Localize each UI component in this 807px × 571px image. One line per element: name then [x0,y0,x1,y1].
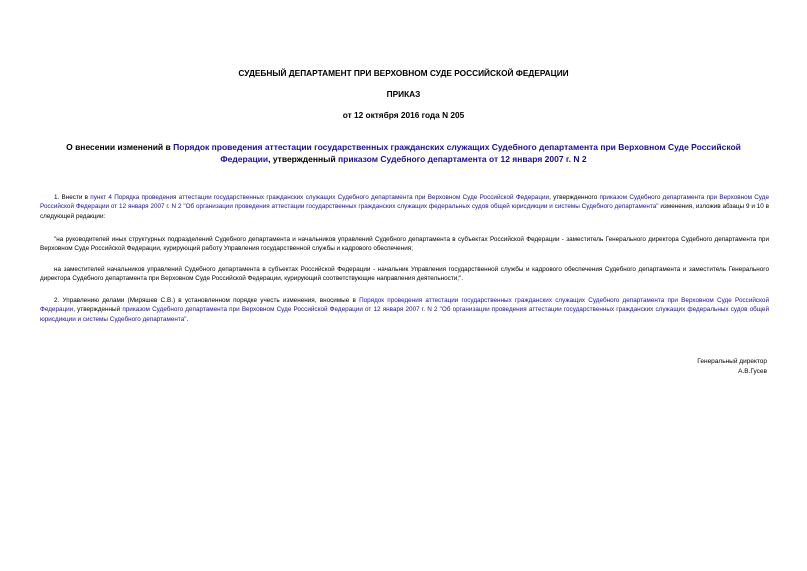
paragraph-3: на заместителей начальников управлений Судебного департамента в субъектах Российской Федерации - начальник Управления государственной службы и кадрового обеспечения Судебного департамента и заместитель Генерального директора Судебного департамента при Верховном Суде Российской Федерации, курирующий соответствующие направления деятельности;". [40,266,769,283]
title-middle: , утвержденный [268,153,339,164]
title-prefix: О внесении изменений в [66,142,174,152]
paragraph-2: "на руководителей иных структурных подразделений Судебного департамента и начальников управлений Судебного департамента в субъектах Российской Федерации - заместитель Генерального директора Судебного департамента при Верховном Суде Российской Федерации, курирующий работу Управления государственной службы и кадрового обеспечения; [40,236,769,253]
para1-suffix: изменения, изложив абзацы 9 и 10 в следующей редакции: [40,203,769,220]
para4-middle: , утвержденный [73,306,123,314]
para1-link-order[interactable]: приказом Судебного департамента при Верховном Суде Российской Федерации от 12 января 2007 г. N 2 "Об организации проведения аттестации государственных гражданских служащих федеральных судов общей юрисдикции и системы Судебного департамента" [40,194,769,211]
paragraph-1 [40,193,769,221]
paragraph-4 [40,296,769,324]
document-title [44,142,763,165]
para1-middle: , утвержденного [549,194,600,201]
org-heading: СУДЕБНЫЙ ДЕПАРТАМЕНТ ПРИ ВЕРХОВНОМ СУДЕ РОССИЙСКОЙ ФЕДЕРАЦИИ [238,68,569,78]
title-link-procedure[interactable]: Порядок проведения аттестации государственных гражданских служащих Судебного департамента при Верховном Суде Российской Федерации [173,142,741,164]
doc-type-heading: ПРИКАЗ [386,89,421,99]
para4-suffix: . [186,315,189,323]
para1-prefix: 1. Внести в [54,194,91,201]
para1-link-clause[interactable]: пункт 4 Порядка проведения аттестации государственных гражданских служащих Судебного департамента при Верховном Суде Российской Федерации [90,194,550,201]
doc-date-line: от 12 октября 2016 года N 205 [342,110,465,120]
para4-prefix: 2. Управлению делами (Миряшев С.В.) в установленном порядке учесть изменения, вносимые в [54,297,360,304]
title-link-order[interactable]: приказом Судебного департамента от 12 января 2007 г. N 2 [338,153,587,164]
para4-link-order[interactable]: приказом Судебного департамента при Верховном Суде Российской Федерации от 12 января 2007 г. N 2 "Об организации проведения аттестации государственных гражданских служащих федеральных судов общей юрисдикции и системы Судебного департамента" [40,306,769,323]
para4-link-procedure[interactable]: Порядок проведения аттестации государственных гражданских служащих Судебного департамента при Верховном Суде Российской Федерации [40,297,769,314]
signature-position: Генеральный директор [697,358,767,365]
signature-name: А.В.Гусев [738,368,767,375]
